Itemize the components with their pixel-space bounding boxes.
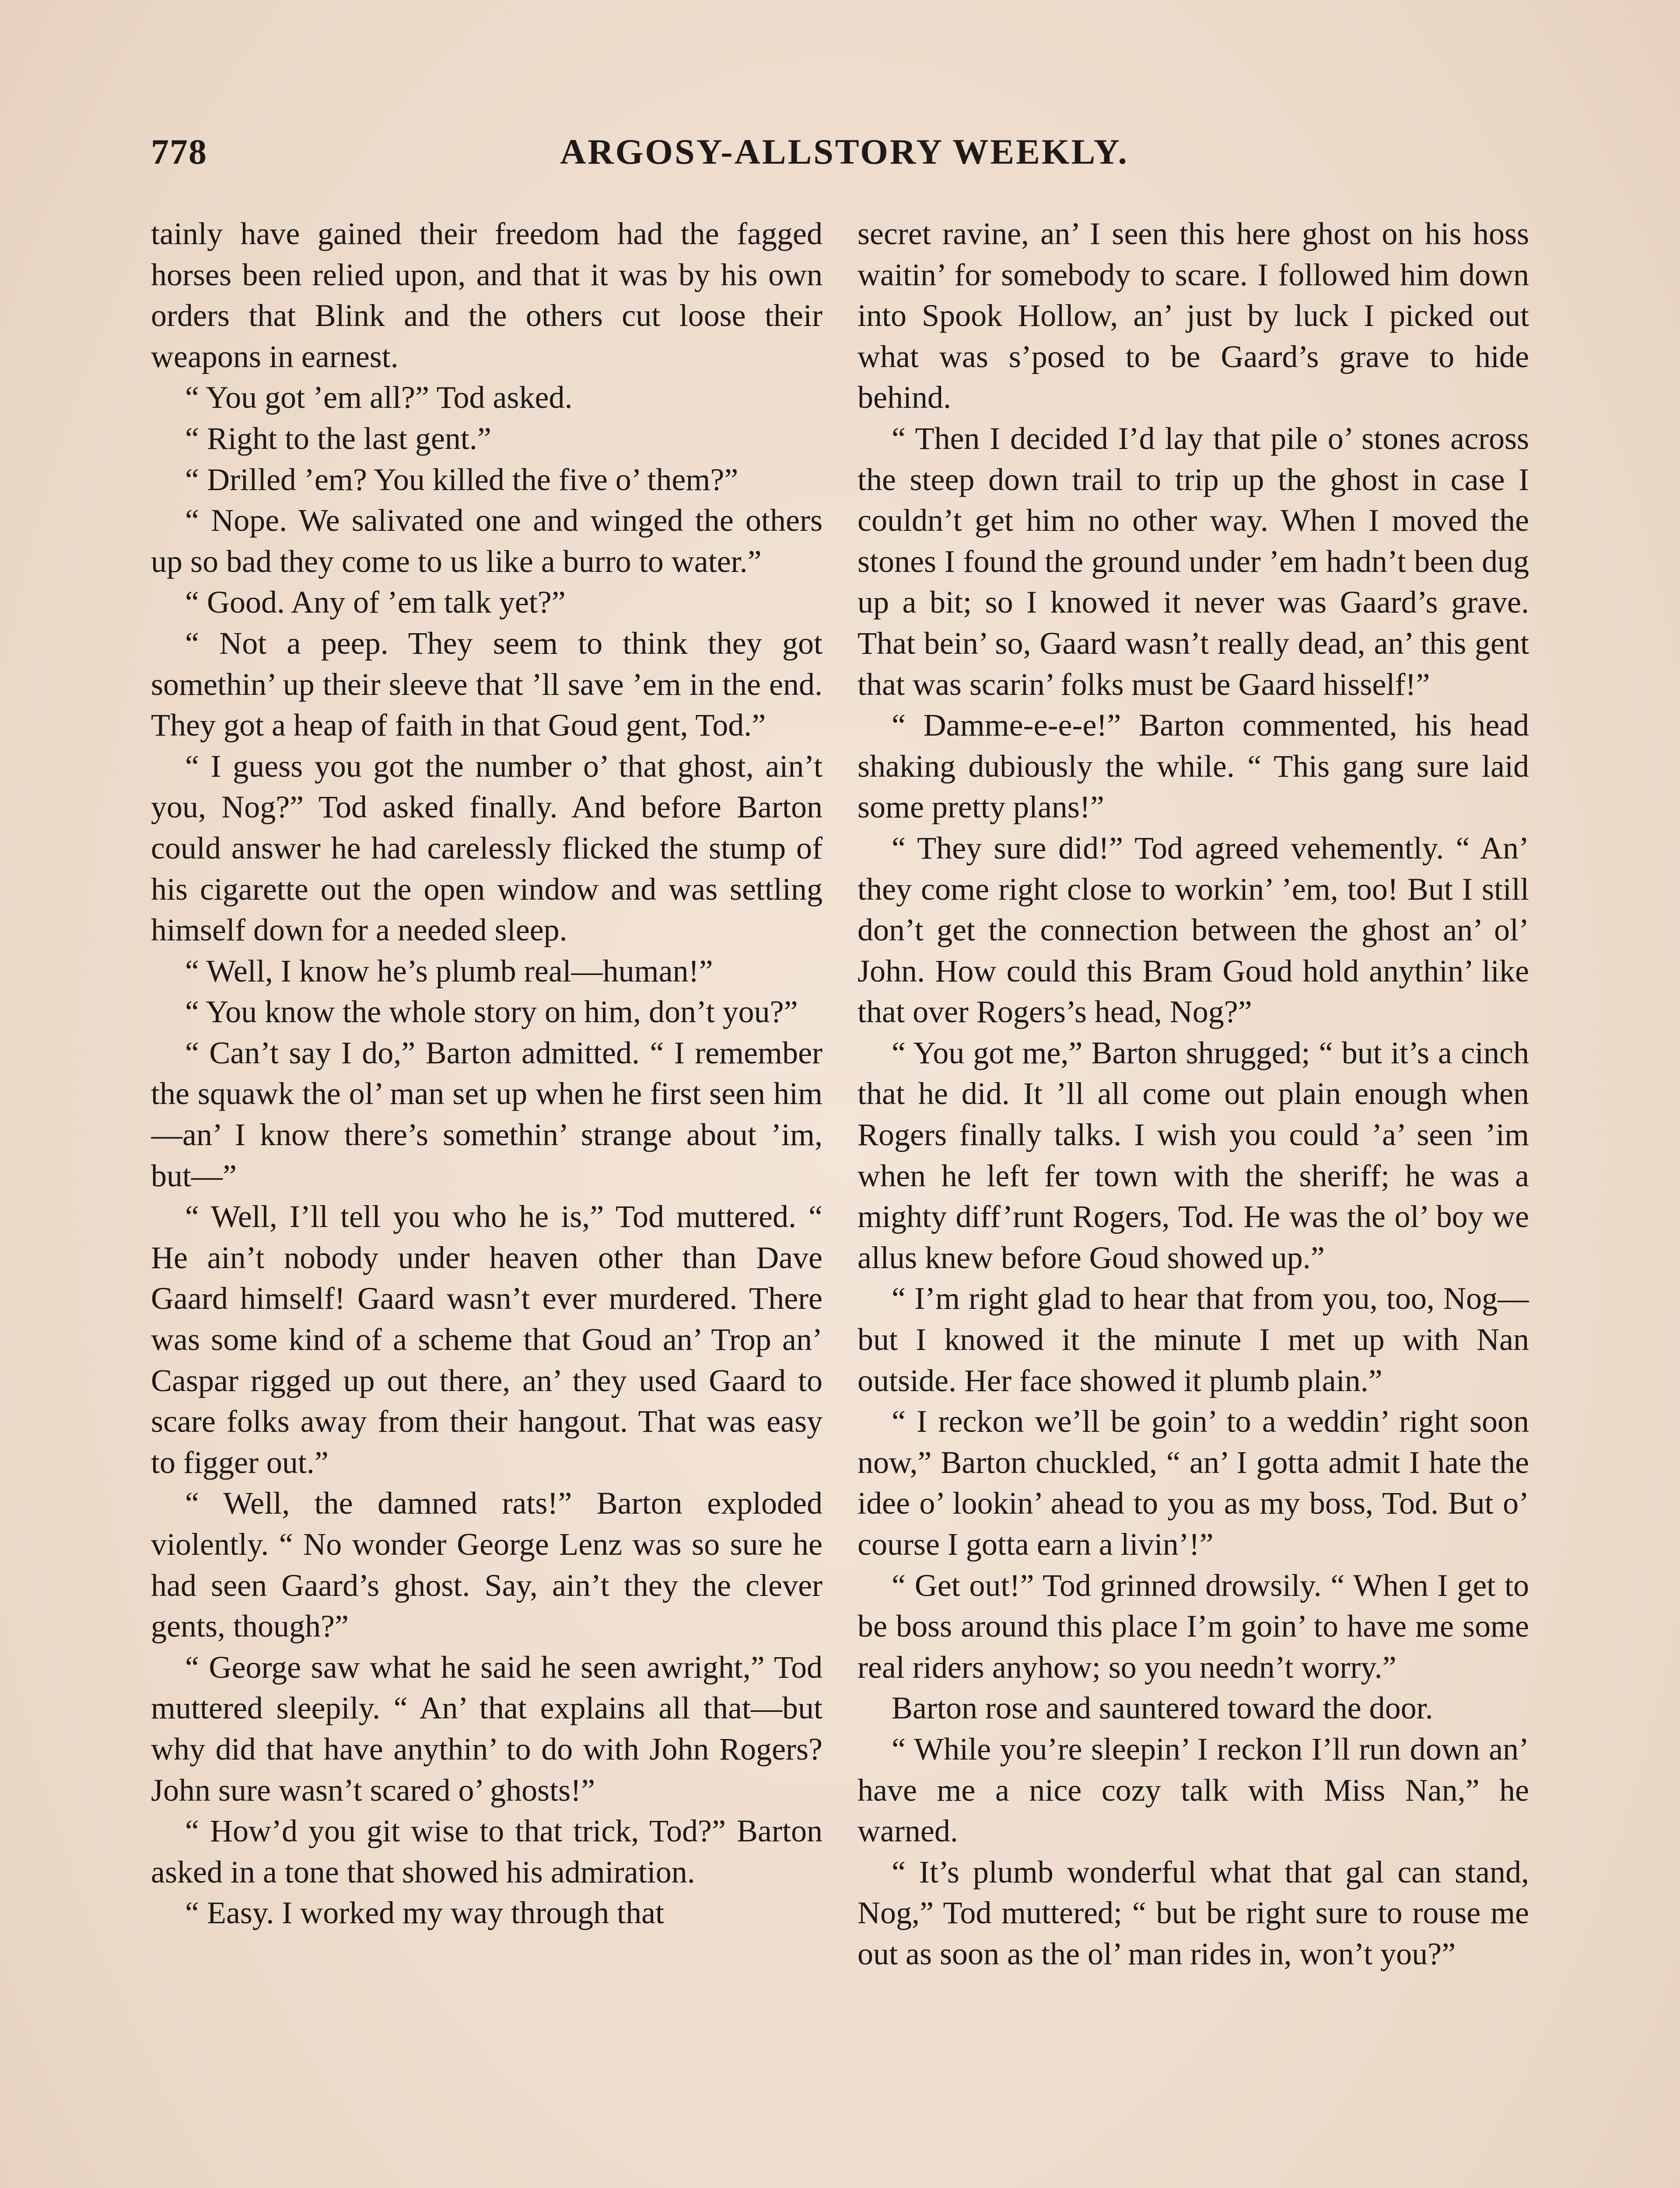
paragraph: “ How’d you git wise to that trick, Tod?” Barton asked in a tone that showed his admiration. <box>151 1813 822 1890</box>
paragraph: “ Easy. I worked my way through that <box>185 1895 665 1931</box>
paragraph: “ Good. Any of ’em talk yet?” <box>185 585 566 620</box>
paragraph: “ Well, I’ll tell you who he is,” Tod muttered. “ He ain’t nobody under heaven other than Dave Gaard himself! Gaard wasn’t ever murdered. There was some kind of a scheme that Goud an’ Trop an’ Caspar rigged up out there, an’ they used Gaard to scare folks away from their hangout. That was easy to figger out.” <box>151 1199 822 1480</box>
paragraph: “ Well, the damned rats!” Barton exploded violently. “ No wonder George Lenz was so sure he had seen Gaard’s ghost. Say, ain’t they the clever gents, though?” <box>151 1486 822 1644</box>
paragraph: “ It’s plumb wonderful what that gal can stand, Nog,” Tod muttered; “ but be right sure to rouse me out as soon as the ol’ man rides in, won’t you?” <box>858 1854 1529 1971</box>
paragraph: “ Then I decided I’d lay that pile o’ stones across the steep down trail to trip up the ghost in case I couldn’t get him no other way. When I moved the stones I found the ground under ’em hadn’t been dug up a bit; so I knowed it never was Gaard’s grave. That bein’ so, Gaard wasn’t really dead, an’ this gent that was scarin’ folks must be Gaard hisself!” <box>858 421 1529 702</box>
paragraph: “ You got ’em all?” Tod asked. <box>185 380 573 415</box>
paragraph: “ I’m right glad to hear that from you, too, Nog—but I knowed it the minute I met up with Nan outside. Her face showed it plumb plain.” <box>858 1281 1529 1398</box>
paragraph: “ Not a peep. They seem to think they got somethin’ up their sleeve that ’ll save ’em in the end. They got a heap of faith in that Goud gent, Tod.” <box>151 625 822 743</box>
paragraph: “ They sure did!” Tod agreed vehemently. “ An’ they come right close to workin’ ’em, too! But I still don’t get the connection between the ghost an’ ol’ John. How could this Bram Goud hold anythin’ like that over Rogers’s head, Nog?” <box>858 830 1529 1030</box>
paragraph: secret ravine, an’ I seen this here ghost on his hoss waitin’ for somebody to scare. I followed him down into Spook Hollow, an’ just by luck I picked out what was s’posed to be Gaard’s grave to hide behind. <box>858 216 1529 415</box>
right-text-column <box>858 214 1529 2188</box>
paragraph: Barton rose and sauntered toward the door. <box>892 1690 1433 1726</box>
paragraph: “ While you’re sleepin’ I reckon I’ll run down an’ have me a nice cozy talk with Miss Nan,” he warned. <box>858 1731 1529 1849</box>
paragraph: “ Damme-e-e-e!” Barton commented, his head shaking dubiously the while. “ This gang sure laid some pretty plans!” <box>858 708 1529 825</box>
running-title: ARGOSY-ALLSTORY WEEKLY. <box>560 132 1129 172</box>
paragraph: “ You got me,” Barton shrugged; “ but it’s a cinch that he did. It ’ll all come out plain enough when Rogers finally talks. I wish you could ’a’ seen ’im when he left fer town with the sheriff; he was a mighty diff’runt Rogers, Tod. He was the ol’ boy we allus knew before Goud showed up.” <box>858 1035 1529 1275</box>
paragraph: “ I guess you got the number o’ that ghost, ain’t you, Nog?” Tod asked finally. And before Barton could answer he had carelessly flicked the stump of his cigarette out the open window and was settling himself down for a needed sleep. <box>151 748 822 948</box>
paragraph: “ George saw what he said he seen awright,” Tod muttered sleepily. “ An’ that explains all that—but why did that have anythin’ to do with John Rogers? John sure wasn’t scared o’ ghosts!” <box>151 1649 822 1808</box>
paragraph: “ You know the whole story on him, don’t you?” <box>185 994 798 1030</box>
page-number: 778 <box>151 132 207 172</box>
paragraph: “ Well, I know he’s plumb real—human!” <box>185 953 713 989</box>
paragraph: “ I reckon we’ll be goin’ to a weddin’ right soon now,” Barton chuckled, “ an’ I gotta admit I hate the idee o’ lookin’ ahead to you as my boss, Tod. But o’ course I gotta earn a livin’!” <box>858 1404 1529 1562</box>
paragraph: “ Right to the last gent.” <box>185 421 491 456</box>
paragraph: “ Can’t say I do,” Barton admitted. “ I remember the squawk the ol’ man set up when he first seen him—an’ I know there’s somethin’ strange about ’im, but—” <box>151 1035 822 1193</box>
left-text-column <box>151 214 822 2188</box>
paragraph: “ Nope. We salivated one and winged the others up so bad they come to us like a burro to water.” <box>151 503 822 579</box>
page-header <box>151 131 1538 188</box>
paragraph: tainly have gained their freedom had the fagged horses been relied upon, and that it was by his own orders that Blink and the others cut loose their weapons in earnest. <box>151 216 822 374</box>
paragraph: “ Drilled ’em? You killed the five o’ them?” <box>185 462 738 497</box>
paragraph: “ Get out!” Tod grinned drowsily. “ When I get to be boss around this place I’m goin’ to have me some real riders anyhow; so you needn’t worry.” <box>858 1567 1529 1685</box>
